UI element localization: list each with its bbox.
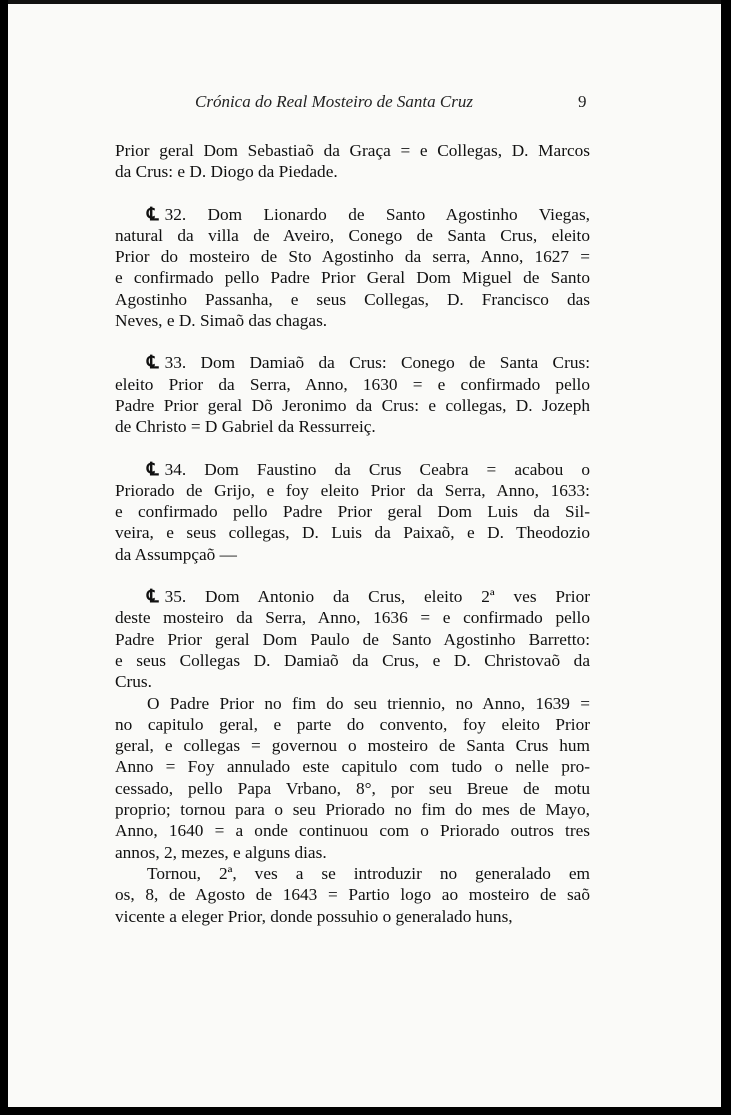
text-line (115, 607, 590, 628)
text-line (115, 629, 590, 650)
text-line (115, 204, 590, 225)
text-line (115, 735, 590, 756)
entry-paragraph (115, 204, 590, 332)
entry-paragraph (115, 459, 590, 565)
running-title: Crónica do Real Mosteiro de Santa Cruz (195, 92, 473, 111)
line-text: Anno = Foy annulado este capitulo com tudo o nelle pro- (115, 757, 590, 777)
page-number: 9 (578, 92, 587, 111)
text-line (115, 480, 590, 501)
line-text: deste mosteiro da Serra, Anno, 1636 = e confirmado pello (115, 608, 590, 628)
line-text: Agostinho Passanha, e seus Collegas, D. Francisco das (115, 289, 590, 309)
line-text: os, 8, de Agosto de 1643 = Partio logo ao mosteiro de saõ (115, 885, 590, 905)
text-line (115, 863, 590, 884)
text-line (115, 778, 590, 799)
line-text: proprio; tornou para o seu Priorado no fim do mes de Mayo, (115, 800, 590, 820)
line-text: cessado, pello Papa Vrbano, 8°, por seu Breue de motu (115, 778, 590, 798)
text-line (115, 586, 590, 607)
line-text: da Crus: e D. Diogo da Piedade. (115, 162, 338, 182)
line-text: Anno, 1640 = a onde continuou com o Priorado outros tres (115, 821, 590, 841)
text-line (115, 459, 590, 480)
line-text: O Padre Prior no fim do seu triennio, no Anno, 1639 = (147, 693, 590, 713)
text-line (115, 820, 590, 841)
line-text: vicente a eleger Prior, donde possuhio o generalado huns, (115, 906, 513, 926)
text-line (115, 246, 590, 267)
text-line (115, 374, 590, 395)
entry-number: 33. (164, 353, 201, 373)
line-text: Padre Prior geral Dõ Jeronimo da Crus: e collegas, D. Jozeph (115, 395, 590, 415)
line-text: natural da villa de Aveiro, Conego de Santa Crus, eleito (115, 225, 590, 245)
text-paragraph (115, 693, 590, 863)
text-line (115, 310, 590, 331)
text-line (115, 522, 590, 543)
text-line (115, 225, 590, 246)
text-line (115, 650, 590, 671)
line-text: e confirmado pello Padre Prior geral Dom Luis da Sil- (115, 502, 590, 522)
entry-number: 32. (164, 204, 208, 224)
line-text: geral, e collegas = governou o mosteiro de Santa Crus hum (115, 736, 590, 756)
paragraph-mark-icon: ℄ (147, 458, 159, 479)
line-text: Tornou, 2ª, ves a se introduzir no generalado em (147, 863, 590, 883)
entry-number: 35. (164, 587, 206, 607)
text-line (115, 140, 590, 161)
entry-paragraph (115, 586, 590, 692)
text-line (115, 756, 590, 777)
line-text: Padre Prior geral Dom Paulo de Santo Agostinho Barretto: (115, 629, 590, 649)
line-text: Prior do mosteiro de Sto Agostinho da serra, Anno, 1627 = (115, 247, 590, 267)
scan-border-bottom (0, 1107, 731, 1115)
scan-border-right (721, 0, 731, 1115)
text-line (115, 884, 590, 905)
line-text: e confirmado pello Padre Prior Geral Dom Miguel de Santo (115, 268, 590, 288)
text-line (115, 842, 590, 863)
text-line (115, 289, 590, 310)
text-line (115, 161, 590, 182)
entry-paragraph (115, 352, 590, 437)
line-text: da Assumpçaõ — (115, 544, 237, 564)
line-text: Dom Antonio da Crus, eleito 2ª ves Prior (205, 587, 590, 607)
line-text: veira, e seus collegas, D. Luis da Paixaõ, e D. Theodozio (115, 523, 590, 543)
line-text: Dom Lionardo de Santo Agostinho Viegas, (207, 204, 591, 224)
text-line (115, 671, 590, 692)
text-line (115, 714, 590, 735)
line-text: e seus Collegas D. Damiaõ da Crus, e D. Christovaõ da (115, 650, 590, 670)
entry-number: 34. (164, 459, 205, 479)
line-text: eleito Prior da Serra, Anno, 1630 = e confirmado pello (115, 374, 590, 394)
text-line (115, 544, 590, 565)
text-line (115, 906, 590, 927)
text-paragraph (115, 140, 590, 183)
line-text: Priorado de Grijo, e foy eleito Prior da Serra, Anno, 1633: (115, 480, 590, 500)
line-text: Dom Damiaõ da Crus: Conego de Santa Crus: (200, 353, 590, 373)
paragraph-mark-icon: ℄ (147, 352, 159, 373)
text-line (115, 501, 590, 522)
text-paragraph (115, 863, 590, 927)
text-line (115, 352, 590, 373)
paragraph-mark-icon: ℄ (147, 203, 159, 224)
text-line (115, 395, 590, 416)
line-text: Dom Faustino da Crus Ceabra = acabou o (204, 459, 591, 479)
text-line (115, 416, 590, 437)
page-body (115, 140, 590, 927)
text-line (115, 267, 590, 288)
line-text: no capitulo geral, e parte do convento, foy eleito Prior (115, 714, 590, 734)
line-text: de Christo = D Gabriel da Ressurreiç. (115, 417, 376, 437)
text-line (115, 693, 590, 714)
line-text: annos, 2, mezes, e alguns dias. (115, 842, 327, 862)
text-line (115, 799, 590, 820)
paragraph-mark-icon: ℄ (147, 586, 159, 607)
line-text: Prior geral Dom Sebastiaõ da Graça = e Collegas, D. Marcos (115, 141, 590, 160)
line-text: Crus. (115, 672, 152, 692)
scan-border-left (0, 0, 8, 1115)
line-text: Neves, e D. Simaõ das chagas. (115, 311, 328, 331)
